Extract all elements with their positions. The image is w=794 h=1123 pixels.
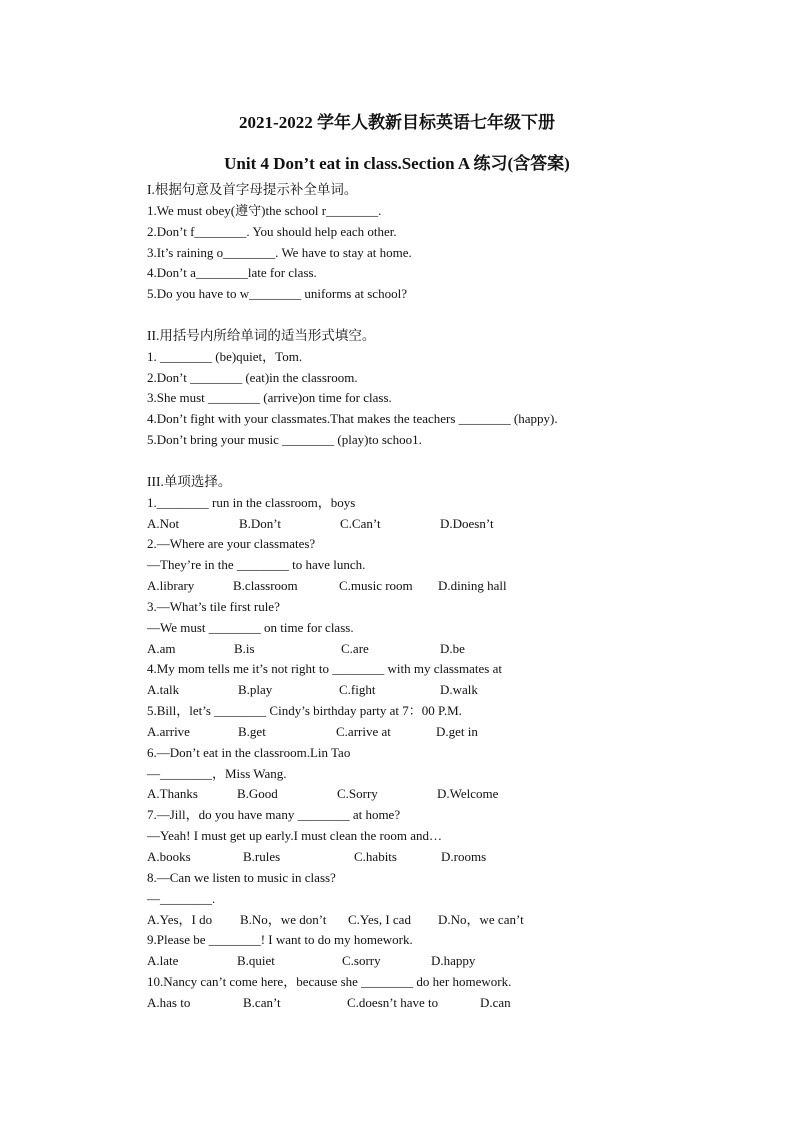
options-row <box>147 784 767 805</box>
option-a: A.arrive <box>147 723 190 739</box>
section-1-item: 4.Don’t a________late for class. <box>147 265 317 281</box>
option-a: A.Thanks <box>147 786 198 802</box>
option-c: C.doesn’t have to <box>347 994 439 1010</box>
question-text: 7.—Jill，do you have many ________ at home? <box>147 807 401 823</box>
option-d: D.dining hall <box>438 578 507 594</box>
option-b: B.Don’t <box>239 515 282 531</box>
question-text: —We must ________ on time for class. <box>147 619 354 635</box>
option-d: D.be <box>440 640 465 656</box>
option-b: B.quiet <box>237 953 275 969</box>
document-title: 2021-2022 学年人教新目标英语七年级下册 <box>239 113 555 132</box>
option-b: B.is <box>234 640 255 656</box>
option-a: A.talk <box>147 682 180 698</box>
option-b: B.play <box>238 682 273 698</box>
option-c: C.Can’t <box>340 515 381 531</box>
document-subtitle: Unit 4 Don’t eat in class.Section A 练习(含答案) <box>224 154 570 173</box>
option-c: C.music room <box>339 578 413 594</box>
question-text: —________，Miss Wang. <box>147 765 287 781</box>
question-text: 8.—Can we listen to music in class? <box>147 869 336 885</box>
question-text: —Yeah! I must get up early.I must clean the room and… <box>147 828 442 844</box>
option-b: B.No，we don’t <box>240 911 327 927</box>
section-3-heading: III.单项选择。 <box>147 473 232 489</box>
spacer <box>147 451 767 472</box>
section-2-item: 2.Don’t ________ (eat)in the classroom. <box>147 369 358 385</box>
question-text: 5.Bill，let’s ________ Cindy’s birthday party at 7：00 P.M. <box>147 703 462 719</box>
question-text: 6.—Don’t eat in the classroom.Lin Tao <box>147 744 351 760</box>
option-d: D.happy <box>431 953 476 969</box>
option-d: D.rooms <box>441 849 487 864</box>
option-b: B.get <box>238 723 266 739</box>
option-a: A.late <box>147 953 179 969</box>
option-d: D.No，we can’t <box>438 911 524 927</box>
options-row <box>147 910 767 931</box>
exercise-content <box>147 180 767 1014</box>
options-row <box>147 951 767 972</box>
option-c: C.are <box>341 640 369 656</box>
options-row <box>147 847 767 868</box>
option-b: B.Good <box>237 786 278 802</box>
option-a: A.has to <box>147 994 191 1010</box>
question-text: 2.—Where are your classmates? <box>147 536 316 552</box>
option-a: A.am <box>147 640 176 656</box>
option-a: A.Yes，I do <box>147 911 213 927</box>
section-2-item: 3.She must ________ (arrive)on time for class. <box>147 390 392 406</box>
spacer <box>147 305 767 326</box>
options-row <box>147 993 767 1014</box>
question-text: 9.Please be ________! I want to do my homework. <box>147 932 413 948</box>
option-d: D.Welcome <box>437 786 499 802</box>
option-c: C.arrive at <box>336 723 391 739</box>
option-d: D.get in <box>436 723 478 739</box>
option-c: C.Sorry <box>337 786 378 802</box>
question-text: 10.Nancy can’t come here，because she ________ do her homework. <box>147 974 512 990</box>
option-a: A.library <box>147 578 195 594</box>
section-1-item: 1.We must obey(遵守)the school r________. <box>147 202 382 218</box>
question-text: 4.My mom tells me it’s not right to ________ with my classmates at <box>147 661 502 677</box>
option-a: A.Not <box>147 515 180 531</box>
option-d: D.can <box>480 994 511 1010</box>
option-c: C.habits <box>354 849 397 864</box>
section-2-item: 4.Don’t fight with your classmates.That makes the teachers ________ (happy). <box>147 411 558 427</box>
options-row <box>147 680 767 701</box>
option-b: B.can’t <box>243 994 281 1010</box>
options-row <box>147 576 767 597</box>
options-row <box>147 722 767 743</box>
option-b: B.classroom <box>233 578 298 594</box>
option-c: C.fight <box>339 682 376 698</box>
section-1-item: 2.Don’t f________. You should help each other. <box>147 223 397 239</box>
option-c: C.Yes, I cad <box>348 911 411 927</box>
section-2-item: 5.Don’t bring your music ________ (play)to schoo1. <box>147 432 422 448</box>
options-row <box>147 514 767 535</box>
option-c: C.sorry <box>342 953 381 969</box>
section-1-item: 3.It’s raining o________. We have to stay at home. <box>147 244 412 260</box>
option-d: D.walk <box>440 682 478 698</box>
section-2-heading: II.用括号内所给单词的适当形式填空。 <box>147 327 376 343</box>
section-1-item: 5.Do you have to w________ uniforms at school? <box>147 286 407 302</box>
question-text: 1.________ run in the classroom，boys <box>147 494 356 510</box>
question-text: —________. <box>147 890 216 906</box>
options-row <box>147 639 767 660</box>
section-1-heading: I.根据句意及首字母提示补全单词。 <box>147 182 358 197</box>
question-text: —They’re in the ________ to have lunch. <box>147 557 366 573</box>
option-d: D.Doesn’t <box>440 515 494 531</box>
question-text: 3.—What’s tile first rule? <box>147 598 280 614</box>
option-a: A.books <box>147 849 191 864</box>
section-2-item: 1. ________ (be)quiet，Tom. <box>147 348 303 364</box>
option-b: B.rules <box>243 849 281 864</box>
